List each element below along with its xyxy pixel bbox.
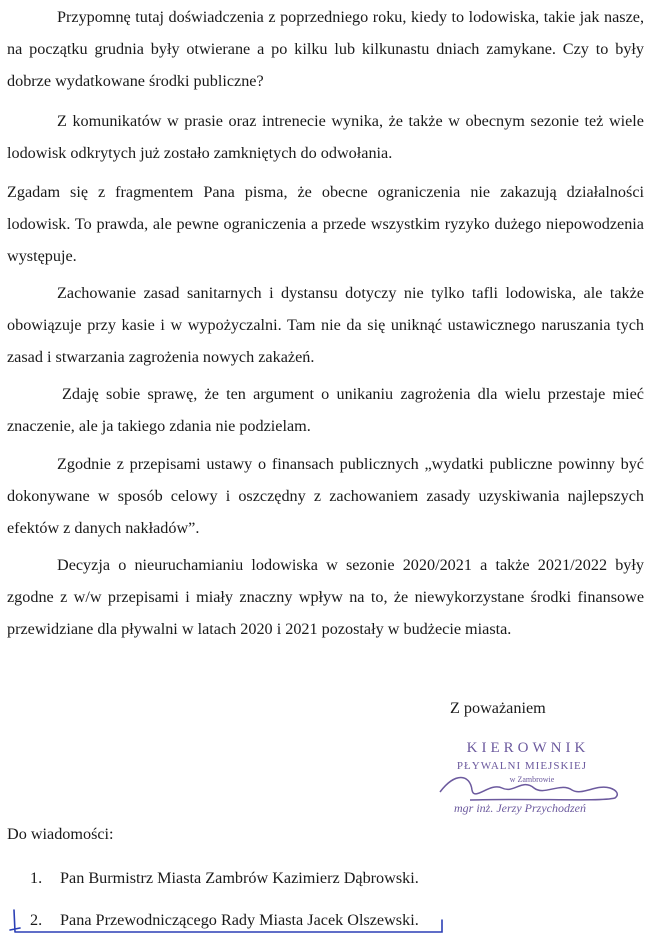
paragraph-restrictions: Zgadam się z fragmentem Pana pisma, że obecne ograniczenia nie zakazują działalności lodowisk. To prawda, ale pewne ograniczenia a przede wszystkim ryzyko dużego niepowodzenia występuje. (7, 183, 644, 265)
stamp-city: w Zambrowie (509, 775, 555, 784)
blue-pen-bracket-mark (6, 908, 446, 934)
stamp-signatory-name: mgr inż. Jerzy Przychodzeń (454, 801, 586, 815)
paragraph-previous-year: Przypomnę tutaj doświadczenia z poprzedniego roku, kiedy to lodowiska, takie jak nasze, na początku grudnia były otwierane a po kilku lub kilkunastu dniach zamykane. Czy to były dobrze wydatkowane środki publiczne? (7, 8, 644, 90)
paragraph-sanitary-rules: Zachowanie zasad sanitarnych i dystansu dotyczy nie tylko tafli lodowiska, ale także obowiązuje przy kasie i w wypożyczalni. Tam nie da się uniknąć ustawicznego naruszania tych zasad i stwarzania zagrożenia nowych zakażeń. (7, 284, 644, 366)
stamp-title: KIEROWNIK (466, 740, 590, 756)
cc-item-text: Pana Przewodniczącego Rady Miasta Jacek Olszewski. (60, 911, 419, 929)
closing-regards: Z poważaniem (450, 699, 546, 717)
cc-list-item (30, 866, 419, 890)
paragraph-press-reports: Z komunikatów w prasie oraz intrenecie wynika, że także w obecnym sezonie też wiele lodowisk odkrytych już zostało zamkniętych do odwołania. (7, 112, 644, 162)
paragraph-argument: Zdaję sobie sprawę, że ten argument o unikaniu zagrożenia dla wielu przestaje mieć znaczenie, ale ja takiego zdania nie podzielam. (7, 385, 644, 435)
cc-item-number: 2. (30, 911, 43, 929)
cc-label: Do wiadomości: (7, 825, 114, 843)
official-stamp-signature (410, 732, 630, 822)
paragraph-public-finance: Zgodnie z przepisami ustawy o finansach publicznych „wydatki publiczne powinny być dokonywane w sposób celowy i oszczędny z zachowaniem zasady uzyskiwania najlepszych efektów z danych nakładów”. (7, 455, 644, 537)
cc-item-number: 1. (30, 869, 43, 887)
stamp-institution: PŁYWALNI MIEJSKIEJ (456, 760, 588, 772)
paragraph-decision: Decyzja o nieuruchamianiu lodowiska w sezonie 2020/2021 a także 2021/2022 były zgodne z w/w przepisami i miały znaczny wpływ na to, że niewykorzystane środki finansowe przewidziane dla pływalni w latach 2020 i 2021 pozostały w budżecie miasta. (7, 556, 644, 638)
cc-item-text: Pan Burmistrz Miasta Zambrów Kazimierz Dąbrowski. (60, 869, 419, 887)
